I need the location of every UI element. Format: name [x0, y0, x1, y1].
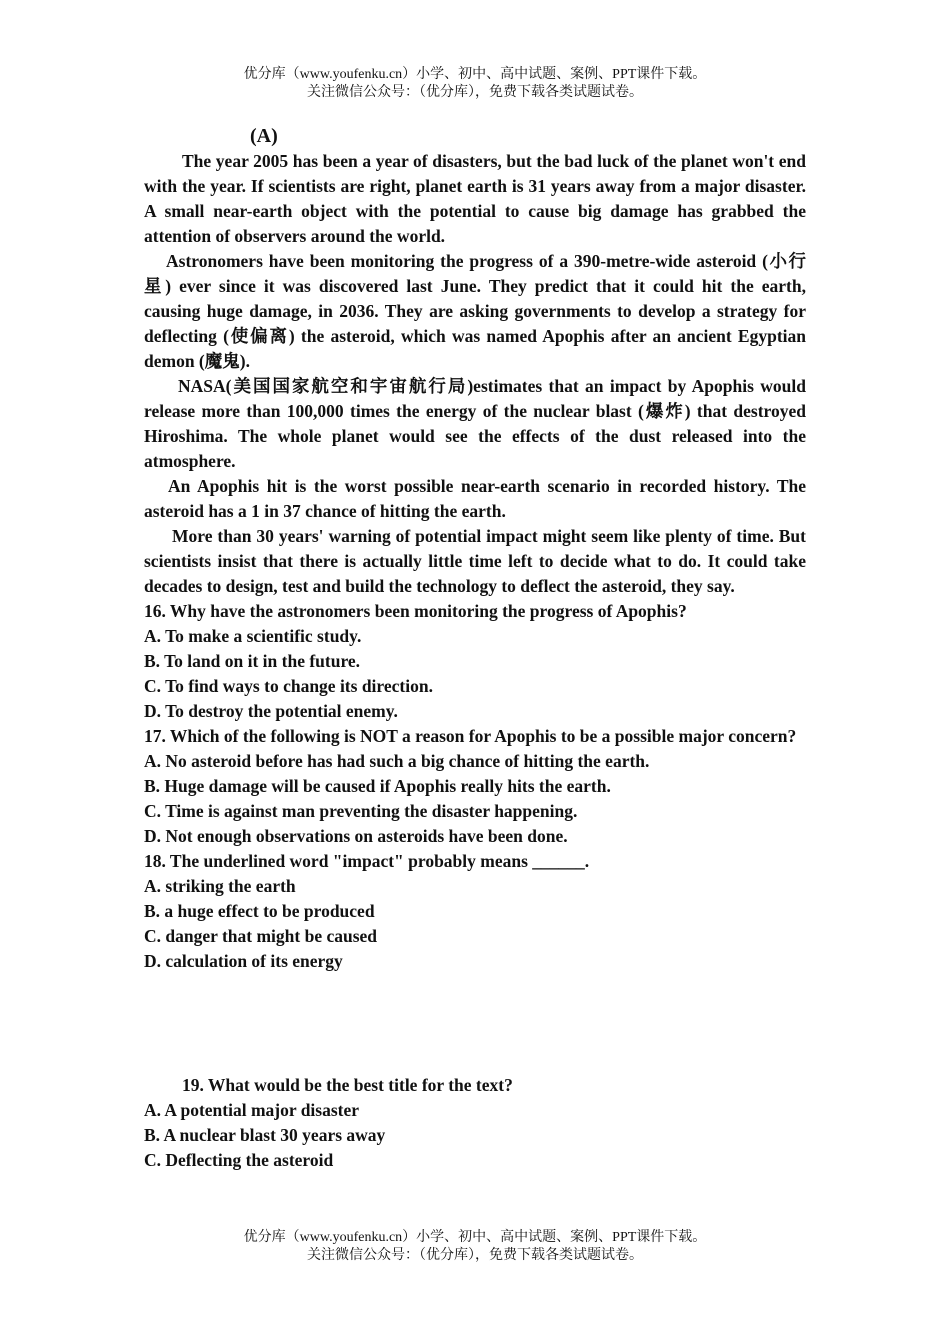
page-gap	[144, 974, 806, 1073]
question-16-option-c: C. To find ways to change its direction.	[144, 676, 433, 696]
question-16-option-a: A. To make a scientific study.	[144, 626, 362, 646]
page-footer	[0, 1229, 950, 1265]
passage-paragraph-3: NASA(美国国家航空和宇宙航行局)estimates that an impact by Apophis would release more than 100,000 times the energy of the nuclear blast (爆炸) that destroyed Hiroshima. The whole planet would see the effects of the dust released into the atmosphere.	[144, 376, 806, 471]
question-16-stem: 16. Why have the astronomers been monitoring the progress of Apophis?	[144, 601, 687, 621]
passage-paragraph-1: The year 2005 has been a year of disasters, but the bad luck of the planet won't end with the year. If scientists are right, planet earth is 31 years away from a major disaster. A small near-earth object with the potential to cause big damage has grabbed the attention of observers around the world.	[144, 151, 806, 246]
passage-paragraph-4: An Apophis hit is the worst possible near-earth scenario in recorded history. The asteroid has a 1 in 37 chance of hitting the earth.	[144, 476, 806, 521]
question-17-option-d: D. Not enough observations on asteroids have been done.	[144, 826, 568, 846]
question-17-option-b: B. Huge damage will be caused if Apophis really hits the earth.	[144, 776, 611, 796]
question-17-option-c: C. Time is against man preventing the disaster happening.	[144, 801, 578, 821]
footer-line-2: 关注微信公众号：（优分库），免费下载各类试题试卷。	[307, 1248, 643, 1263]
question-18-option-d: D. calculation of its energy	[144, 951, 343, 971]
passage-paragraph-2: Astronomers have been monitoring the progress of a 390-metre-wide asteroid (小行星) ever since it was discovered last June. They predict that it could hit the earth, causing huge damage, in 2036. They are asking governments to develop a strategy for deflecting (使偏离) the asteroid, which was named Apophis after an ancient Egyptian demon (魔鬼).	[144, 251, 806, 371]
header-line-2: 关注微信公众号：（优分库），免费下载各类试题试卷。	[307, 85, 643, 100]
question-16-option-d: D. To destroy the potential enemy.	[144, 701, 398, 721]
passage-paragraph-5: More than 30 years' warning of potential impact might seem like plenty of time. But scientists insist that there is actually little time left to decide what to do. It could take decades to design, test and build the technology to deflect the asteroid, they say.	[144, 526, 806, 596]
footer-line-1: 优分库（www.youfenku.cn）小学、初中、高中试题、案例、PPT课件下载。	[243, 1230, 707, 1245]
question-18-option-c: C. danger that might be caused	[144, 926, 378, 946]
question-18-option-a: A. striking the earth	[144, 876, 296, 896]
header-line-1: 优分库（www.youfenku.cn）小学、初中、高中试题、案例、PPT课件下载。	[243, 67, 707, 82]
question-19-option-b: B. A nuclear blast 30 years away	[144, 1125, 386, 1145]
question-16-option-b: B. To land on it in the future.	[144, 651, 361, 671]
page-header	[0, 66, 950, 102]
question-18-option-b: B. a huge effect to be produced	[144, 901, 375, 921]
question-19-option-a: A. A potential major disaster	[144, 1100, 360, 1120]
question-17-stem: 17. Which of the following is NOT a reason for Apophis to be a possible major concern?	[144, 726, 797, 746]
document-body	[144, 123, 806, 1173]
question-18-stem: 18. The underlined word "impact" probably means ______.	[144, 851, 590, 871]
section-label: (A)	[250, 125, 278, 147]
question-19-option-c: C. Deflecting the asteroid	[144, 1150, 334, 1170]
question-19-stem: 19. What would be the best title for the text?	[182, 1075, 513, 1095]
question-17-option-a: A. No asteroid before has had such a big chance of hitting the earth.	[144, 751, 650, 771]
